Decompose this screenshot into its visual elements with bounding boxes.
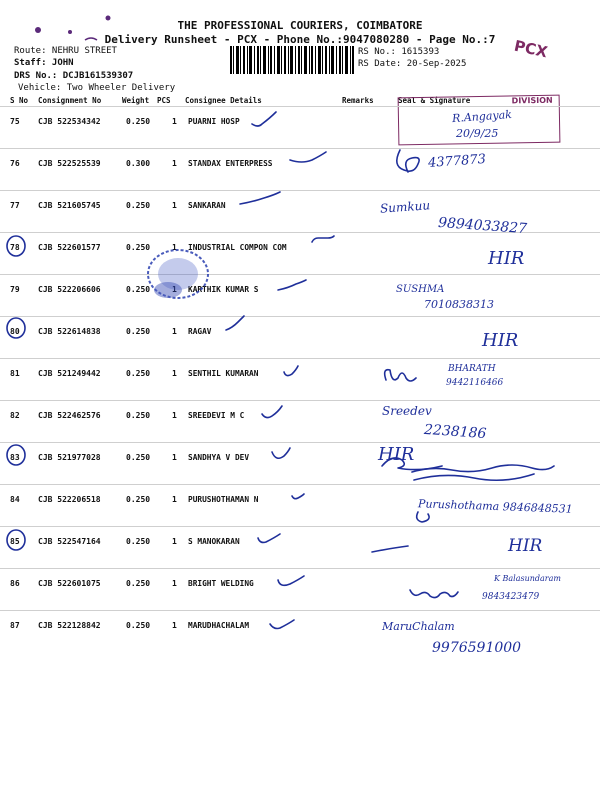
row-pcs: 1 [172, 201, 177, 210]
row-consignee: BRIGHT WELDING [188, 579, 254, 588]
row-consignment: CJB 522525539 [38, 159, 101, 168]
handwritten-name: MaruChalam [382, 620, 455, 633]
row-sno: 84 [10, 495, 20, 504]
row-weight: 0.250 [126, 201, 151, 210]
row-consignee: S MANOKARAN [188, 537, 240, 546]
handwritten-note: Purushothama 9846848531 [417, 497, 573, 516]
route-label: Route: NEHRU STREET [14, 46, 117, 56]
handwritten-number: 7010838313 [424, 298, 494, 311]
row-consignment: CJB 522601075 [38, 579, 101, 588]
handwritten-name: Sumkuu [379, 198, 431, 216]
handwritten-number: 4377873 [427, 151, 487, 172]
handwritten-name: K Balasundaram [494, 574, 561, 583]
handwritten-date: 20/9/25 [456, 127, 499, 140]
col-consignee: Consignee Details [185, 96, 262, 105]
handwritten-number: 9976591000 [432, 640, 522, 656]
row-sno: 78 [10, 243, 20, 252]
row-sno: 76 [10, 159, 20, 168]
row-consignee: SANKARAN [188, 201, 226, 210]
row-weight: 0.250 [126, 495, 151, 504]
division-stamp-label: DIVISION [511, 95, 553, 106]
col-sno: S No [10, 96, 29, 105]
row-consignment: CJB 522206518 [38, 495, 101, 504]
row-sno: 79 [10, 285, 20, 294]
handwritten-name: BHARATH [448, 364, 496, 374]
row-weight: 0.250 [126, 369, 151, 378]
pcx-stamp: PCX [512, 36, 550, 62]
row-consignee: RAGAV [188, 327, 212, 336]
row-pcs: 1 [172, 159, 177, 168]
row-consignee: SANDHYA V DEV [188, 453, 250, 462]
row-weight: 0.250 [126, 285, 151, 294]
handwritten-number: 9894033827 [437, 214, 528, 238]
row-consignee: SENTHIL KUMARAN [188, 369, 259, 378]
row-consignment: CJB 522462576 [38, 411, 101, 420]
col-weight: Weight [122, 96, 150, 105]
runsheet-subtitle: Delivery Runsheet - PCX - Phone No.:9047080280 - Page No.:7 [104, 33, 496, 46]
handwritten-signature: HIR [482, 330, 519, 351]
table-row [0, 148, 600, 191]
row-pcs: 1 [172, 537, 177, 546]
row-pcs: 1 [172, 327, 177, 336]
col-pcs: PCS [157, 96, 171, 105]
handwritten-signature: HIR [508, 536, 543, 556]
row-consignee: STANDAX ENTERPRESS [188, 159, 273, 168]
handwritten-number: 2238186 [423, 421, 487, 443]
row-sno: 75 [10, 117, 20, 126]
row-weight: 0.250 [126, 579, 151, 588]
row-sno: 85 [10, 537, 20, 546]
table-row [0, 274, 600, 317]
row-pcs: 1 [172, 117, 177, 126]
rs-number: RS No.: 1615393 [358, 47, 440, 57]
row-consignment: CJB 522614838 [38, 327, 101, 336]
row-pcs: 1 [172, 621, 177, 630]
row-sno: 77 [10, 201, 20, 210]
row-weight: 0.250 [126, 621, 151, 630]
handwritten-number: 9843423479 [482, 592, 540, 602]
row-sno: 80 [10, 327, 20, 336]
handwritten-name: SUSHMA [396, 284, 445, 295]
table-row [0, 400, 600, 443]
row-weight: 0.250 [126, 117, 151, 126]
handwritten-number: 9442116466 [446, 378, 504, 388]
row-consignment: CJB 522601577 [38, 243, 101, 252]
row-pcs: 1 [172, 495, 177, 504]
row-weight: 0.250 [126, 411, 151, 420]
row-consignment: CJB 522206606 [38, 285, 101, 294]
handwritten-name: R.Angayak [451, 107, 513, 126]
barcode [230, 46, 354, 74]
row-consignee: SREEDEVI M C [188, 411, 245, 420]
row-consignment: CJB 521605745 [38, 201, 101, 210]
col-remarks: Remarks [342, 96, 374, 105]
row-sno: 86 [10, 579, 20, 588]
table-row [0, 358, 600, 401]
row-consignment: CJB 522534342 [38, 117, 101, 126]
row-consignee: INDUSTRIAL COMPON COM [188, 243, 287, 252]
vehicle-label: Vehicle: Two Wheeler Delivery [18, 83, 176, 93]
handwritten-signature: HIR [378, 444, 415, 465]
row-consignment: CJB 522128842 [38, 621, 101, 630]
handwritten-signature: HIR [488, 248, 525, 269]
row-pcs: 1 [172, 243, 177, 252]
staff-label: Staff: JOHN [14, 58, 74, 68]
row-weight: 0.250 [126, 243, 151, 252]
ink-splatter [30, 10, 150, 50]
row-sno: 81 [10, 369, 20, 378]
col-consignment: Consignment No [38, 96, 102, 105]
row-weight: 0.250 [126, 453, 151, 462]
row-consignee: MARUDHACHALAM [188, 621, 250, 630]
row-sno: 82 [10, 411, 20, 420]
table-row [0, 442, 600, 485]
handwritten-name: Sreedev [382, 404, 432, 418]
row-pcs: 1 [172, 369, 177, 378]
row-weight: 0.250 [126, 327, 151, 336]
row-consignment: CJB 522547164 [38, 537, 101, 546]
row-consignment: CJB 521977028 [38, 453, 101, 462]
row-consignee: PUARNI HOSP [188, 117, 240, 126]
row-pcs: 1 [172, 285, 177, 294]
row-sno: 87 [10, 621, 20, 630]
row-consignee: PURUSHOTHAMAN N [188, 495, 259, 504]
row-pcs: 1 [172, 453, 177, 462]
row-consignment: CJB 521249442 [38, 369, 101, 378]
row-pcs: 1 [172, 579, 177, 588]
col-signature: Seal & Signature [398, 96, 471, 105]
row-sno: 83 [10, 453, 20, 462]
row-consignee: KARTHIK KUMAR S [188, 285, 259, 294]
drs-number: DRS No.: DCJB161539307 [14, 71, 134, 81]
document-title: THE PROFESSIONAL COURIERS, COIMBATORE [177, 19, 423, 32]
barcode-graphic [230, 46, 354, 74]
row-weight: 0.250 [126, 537, 151, 546]
row-pcs: 1 [172, 411, 177, 420]
row-weight: 0.300 [126, 159, 151, 168]
rs-date: RS Date: 20-Sep-2025 [358, 59, 467, 69]
